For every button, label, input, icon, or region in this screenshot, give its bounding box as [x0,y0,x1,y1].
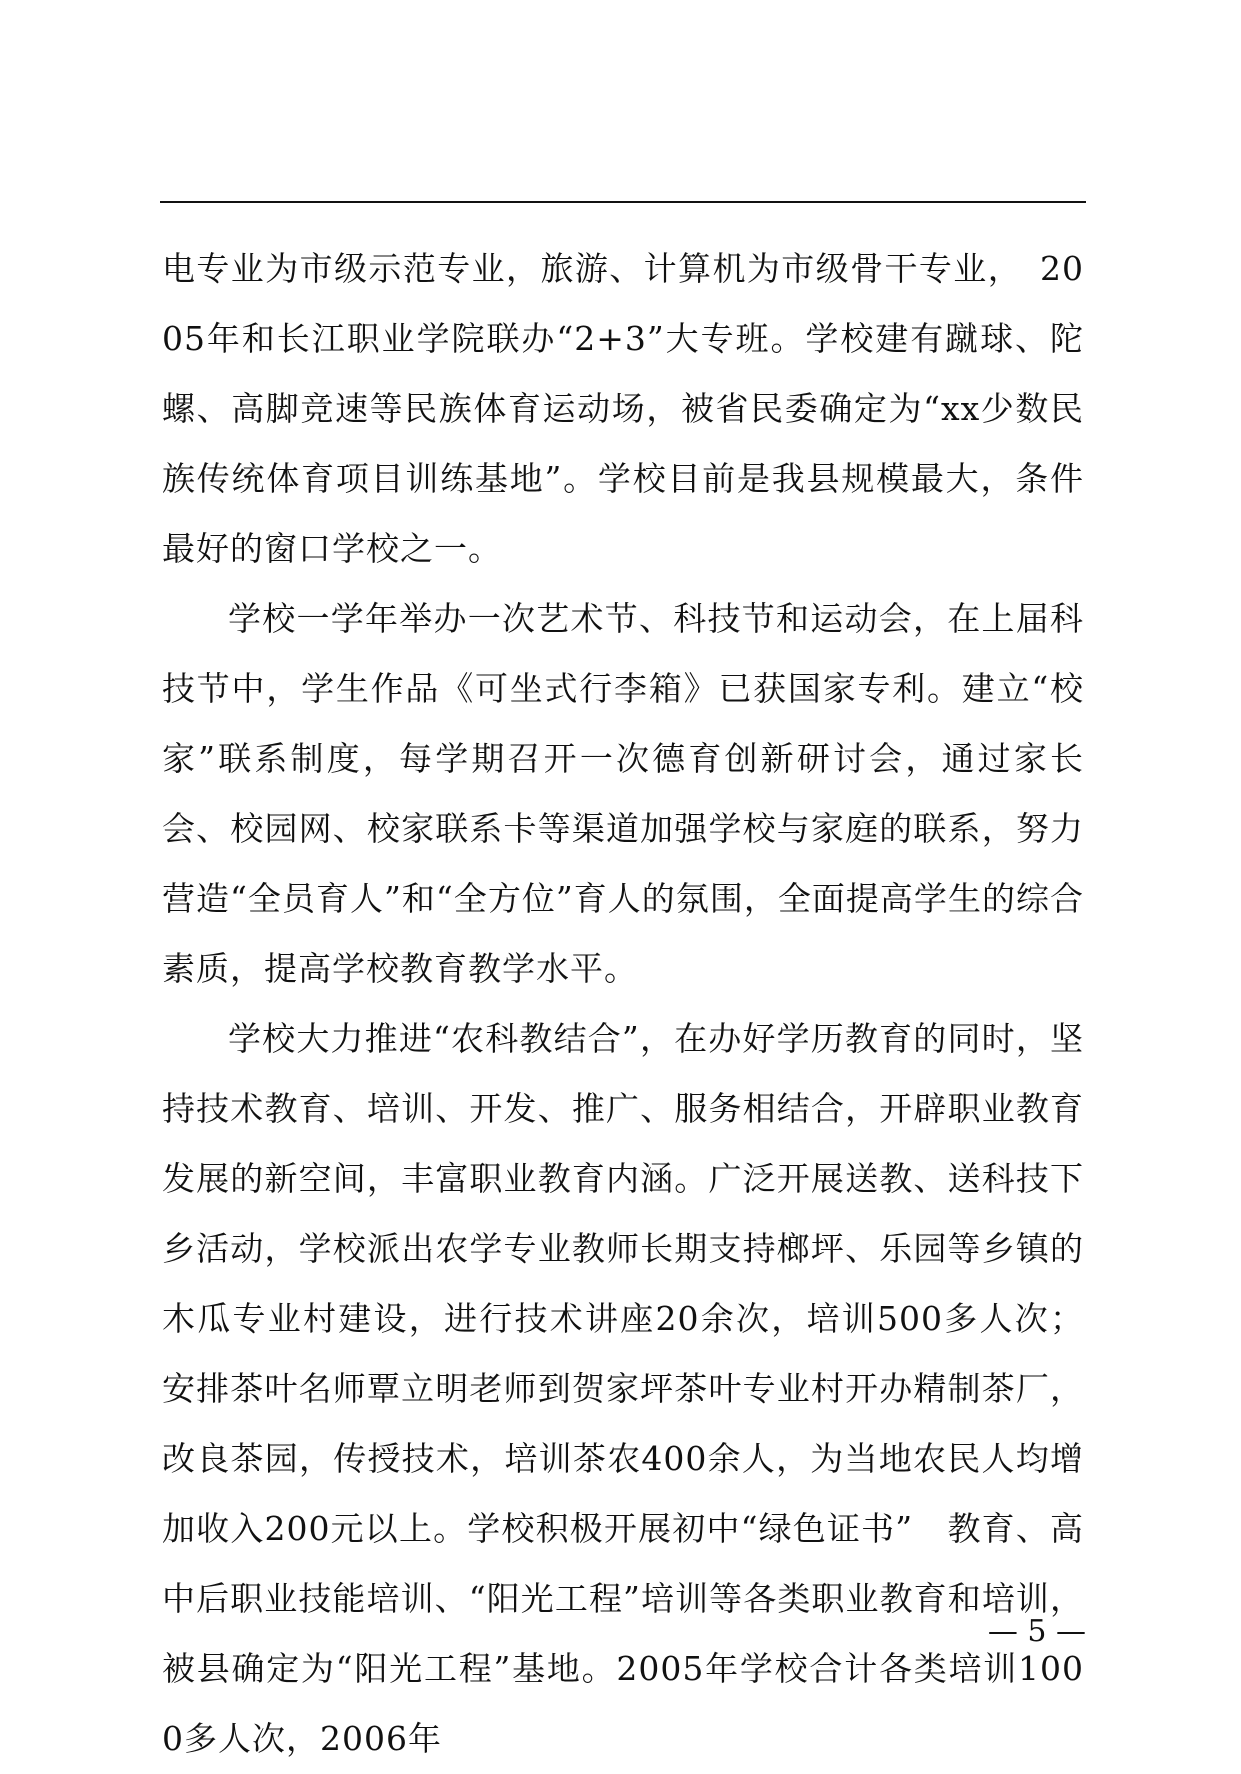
header-rule [160,201,1086,203]
paragraph-1: 电专业为市级示范专业，旅游、计算机为市级骨干专业， 2005年和长江职业学院联办“2+3”大专班。学校建有蹴球、陀螺、高脚竞速等民族体育运动场，被省民委确定为“xx少数民族传统体育项目训练基地”。学校目前是我县规模最大，条件最好的窗口学校之一。 [162,249,1084,568]
page-number: — 5 — [987,1614,1086,1649]
paragraph-2: 学校一学年举办一次艺术节、科技节和运动会，在上届科技节中，学生作品《可坐式行李箱》已获国家专利。建立“校家”联系制度，每学期召开一次德育创新研讨会，通过家长会、校园网、校家联系卡等渠道加强学校与家庭的联系，努力营造“全员育人”和“全方位”育人的氛围，全面提高学生的综合素质，提高学校教育教学水平。 [162,599,1084,988]
paragraph-3: 学校大力推进“农科教结合”，在办好学历教育的同时，坚持技术教育、培训、开发、推广、服务相结合，开辟职业教育发展的新空间，丰富职业教育内涵。广泛开展送教、送科技下乡活动，学校派出农学专业教师长期支持榔坪、乐园等乡镇的木瓜专业村建设，进行技术讲座20余次，培训500多人次；安排茶叶名师覃立明老师到贺家坪茶叶专业村开办精制茶厂，改良茶园，传授技术，培训茶农400余人，为当地农民人均增加收入200元以上。学校积极开展初中“绿色证书” 教育、高中后职业技能培训、“阳光工程”培训等各类职业教育和培训，被县确定为“阳光工程”基地。2005年学校合计各类培训1000多人次，2006年 [162,1019,1084,1758]
body-text [162,234,1084,1774]
